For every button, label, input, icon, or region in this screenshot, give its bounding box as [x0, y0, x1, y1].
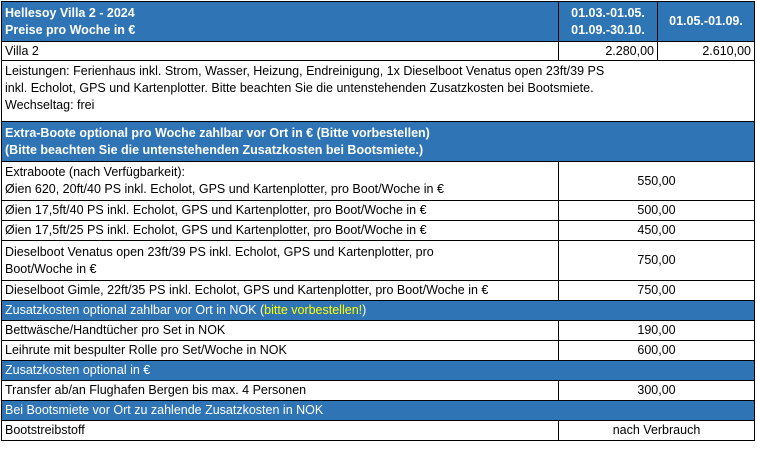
- extra-boat-label-line1: Dieselboot Venatus open 23ft/39 PS inkl. Echolot, GPS und Kartenplotter, pro: [5, 244, 434, 259]
- leistungen-text: Leistungen: Ferienhaus inkl. Strom, Wasser, Heizung, Endreinigung, 1x Dieselboot Venatus open 23ft/39 PS inkl. Echolot, GPS und Kartenplotter. Bitte beachten Sie die untenstehenden Zusatzkosten bei Bootsmiete.: [5, 64, 605, 95]
- header-row: [2, 2, 755, 42]
- nok-costs-heading-row: [2, 301, 755, 321]
- extra-boats-heading-line1: Extra-Boote optional pro Woche zahlbar vor Ort in € (Bitte vorbestellen): [5, 125, 430, 140]
- extra-boat-label: Øien 17,5ft/25 PS inkl. Echolot, GPS und Kartenplotter, pro Boot/Woche in €: [2, 221, 559, 241]
- extra-boat-label-line1: Extraboote (nach Verfügbarkeit):: [5, 165, 185, 179]
- nok-costs-heading: [2, 301, 755, 321]
- season1-header: [559, 2, 658, 42]
- extra-boat-label-line2: Boot/Woche in €: [5, 261, 97, 276]
- nok-costs-heading-highlight: bitte vorbestellen!: [264, 303, 363, 317]
- nok-cost-row: [2, 321, 755, 341]
- extra-boats-heading-row: [2, 122, 755, 162]
- eur-costs-heading-row: [2, 361, 755, 381]
- boat-cost-row: [2, 421, 755, 441]
- nok-cost-label: Leihrute mit bespulter Rolle pro Set/Woche in NOK: [2, 341, 559, 361]
- extra-boat-price: 500,00: [559, 201, 755, 221]
- extra-boat-row: [2, 162, 755, 201]
- villa-name: Villa 2: [2, 42, 559, 61]
- table-subtitle: Preise pro Woche in €: [5, 22, 136, 37]
- season1-line1: 01.03.-01.05.: [571, 5, 645, 20]
- extra-boats-heading-line2: (Bitte beachten Sie die untenstehenden Zusatzkosten bei Bootsmiete.): [5, 142, 424, 157]
- villa-price-season2: 2.610,00: [658, 42, 755, 61]
- villa-row: [2, 42, 755, 61]
- extra-boat-price: 750,00: [559, 241, 755, 281]
- boat-cost-label: Bootstreibstoff: [2, 421, 559, 441]
- header-title-cell: [2, 2, 559, 42]
- leistungen-cell: [2, 61, 755, 122]
- nok-costs-heading-end: ): [362, 303, 367, 317]
- eur-cost-price: 300,00: [559, 381, 755, 401]
- nok-cost-price: 600,00: [559, 341, 755, 361]
- extra-boat-price: 550,00: [559, 162, 755, 201]
- villa-price-season1: 2.280,00: [559, 42, 658, 61]
- extra-boat-row: [2, 241, 755, 281]
- eur-cost-label: Transfer ab/an Flughafen Bergen bis max. 4 Personen: [2, 381, 559, 401]
- nok-cost-label: Bettwäsche/Handtücher pro Set in NOK: [2, 321, 559, 341]
- extra-boat-price: 750,00: [559, 281, 755, 301]
- wechseltag-text: Wechseltag: frei: [5, 98, 95, 112]
- season2-header: 01.05.-01.09.: [658, 2, 755, 42]
- extra-boat-label: [2, 162, 559, 201]
- boat-costs-heading: Bei Bootsmiete vor Ort zu zahlende Zusatzkosten in NOK: [2, 401, 755, 421]
- extra-boat-label: Øien 17,5ft/40 PS inkl. Echolot, GPS und Kartenplotter, pro Boot/Woche in €: [2, 201, 559, 221]
- eur-cost-row: [2, 381, 755, 401]
- nok-cost-price: 190,00: [559, 321, 755, 341]
- leistungen-row: [2, 61, 755, 122]
- boat-costs-heading-row: [2, 401, 755, 421]
- nok-costs-heading-text: Zusatzkosten optional zahlbar vor Ort in NOK (: [5, 303, 265, 317]
- price-table: [1, 1, 755, 441]
- extra-boat-row: [2, 281, 755, 301]
- extra-boat-label: [2, 241, 559, 281]
- season1-line2: 01.09.-30.10.: [571, 22, 645, 37]
- extra-boat-label-line2: Øien 620, 20ft/40 PS inkl. Echolot, GPS und Kartenplotter, pro Boot/Woche in €: [5, 182, 444, 196]
- extra-boat-price: 450,00: [559, 221, 755, 241]
- extra-boat-row: [2, 221, 755, 241]
- boat-cost-price: nach Verbrauch: [559, 421, 755, 441]
- nok-cost-row: [2, 341, 755, 361]
- extra-boats-heading: [2, 122, 755, 162]
- eur-costs-heading: Zusatzkosten optional in €: [2, 361, 755, 381]
- extra-boat-label: Dieselboot Gimle, 22ft/35 PS inkl. Echolot, GPS und Kartenplotter, pro Boot/Woche in €: [2, 281, 559, 301]
- extra-boat-row: [2, 201, 755, 221]
- table-title: Hellesoy Villa 2 - 2024: [5, 5, 135, 20]
